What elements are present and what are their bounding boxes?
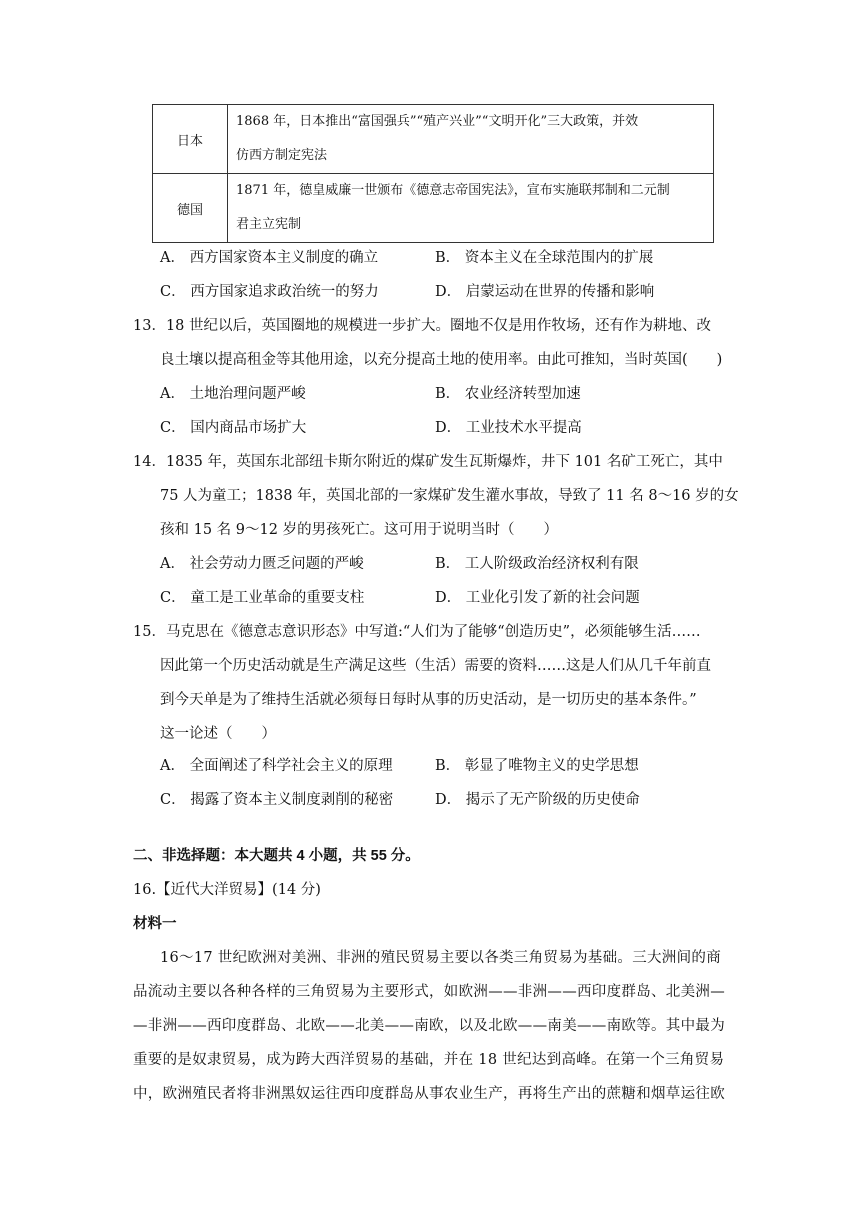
q15-option-b: B． 彰显了唯物主义的史学思想 xyxy=(435,758,639,774)
q14-option-a: A． 社会劳动力匮乏问题的严峻 xyxy=(160,556,364,572)
q12-option-a: A． 西方国家资本主义制度的确立 xyxy=(160,250,379,266)
q15-option-c: C． 揭露了资本主义制度剥削的秘密 xyxy=(160,792,394,808)
q14-stem-line: 75 人为童工；1838 年，英国北部的一家煤矿发生灌水事故，导致了 11 名 8～16 岁的女 xyxy=(160,488,739,504)
q14-option-b: B． 工人阶级政治经济权利有限 xyxy=(435,556,639,572)
q14-stem-line: 14．1835 年，英国东北部纽卡斯尔附近的煤矿发生瓦斯爆炸，井下 101 名矿工死亡，其中 xyxy=(133,454,723,470)
table-cell-text xyxy=(228,105,714,174)
q15-stem-line: 这一论述（ ） xyxy=(160,726,276,742)
material-label: 材料一 xyxy=(133,916,177,932)
material-line: 16～17 世纪欧洲对美洲、非洲的殖民贸易主要以各类三角贸易为基础。三大洲间的商 xyxy=(160,950,722,966)
q13-stem-line: 良土壤以提高租金等其他用途，以充分提高土地的使用率。由此可推知，当时英国( ) xyxy=(160,352,723,368)
q12-option-d: D． 启蒙运动在世界的传播和影响 xyxy=(435,284,655,300)
q14-stem-line: 孩和 15 名 9～12 岁的男孩死亡。这可用于说明当时（ ） xyxy=(160,522,559,538)
table-text-line: 1868 年，日本推出“富国强兵”“殖产兴业”“文明开化”三大政策，并效 xyxy=(236,114,639,129)
table-text-line: 仿西方制定宪法 xyxy=(236,148,328,163)
table-cell-country: 德国 xyxy=(153,174,228,243)
q12-option-b: B． 资本主义在全球范围内的扩展 xyxy=(435,250,654,266)
material-line: 重要的是奴隶贸易，成为跨大西洋贸易的基础，并在 18 世纪达到高峰。在第一个三角贸易 xyxy=(133,1052,725,1068)
material-line: —非洲——西印度群岛、北欧——北美——南欧，以及北欧——南美——南欧等。其中最为 xyxy=(133,1018,725,1034)
q15-option-d: D． 揭示了无产阶级的历史使命 xyxy=(435,792,640,808)
q15-stem-line: 到今天单是为了维持生活就必须每日每时从事的历史活动，是一切历史的基本条件。” xyxy=(160,692,697,708)
material-line: 品流动主要以各种各样的三角贸易为主要形式，如欧洲——非洲——西印度群岛、北美洲— xyxy=(133,984,725,1000)
q14-option-c: C． 童工是工业革命的重要支柱 xyxy=(160,590,365,606)
q15-option-a: A． 全面阐述了科学社会主义的原理 xyxy=(160,758,393,774)
table-row xyxy=(153,105,714,174)
q13-option-c: C． 国内商品市场扩大 xyxy=(160,420,307,436)
table-text-line: 1871 年，德皇威廉一世颁布《德意志帝国宪法》，宣布实施联邦制和二元制 xyxy=(236,183,670,198)
q13-option-b: B． 农业经济转型加速 xyxy=(435,386,581,402)
table-cell-country: 日本 xyxy=(153,105,228,174)
table-cell-text xyxy=(228,174,714,243)
q15-stem-line: 因此第一个历史活动就是生产满足这些（生活）需要的资料……这是人们从几千年前直 xyxy=(160,658,711,674)
q14-option-d: D． 工业化引发了新的社会问题 xyxy=(435,590,640,606)
q13-stem-line: 13．18 世纪以后，英国圈地的规模进一步扩大。圈地不仅是用作牧场，还有作为耕地、改 xyxy=(133,318,712,334)
q13-option-a: A． 土地治理问题严峻 xyxy=(160,386,306,402)
q13-option-d: D． 工业技术水平提高 xyxy=(435,420,582,436)
q16-title: 16.【近代大洋贸易】(14 分) xyxy=(133,882,321,898)
table-text-line: 君主立宪制 xyxy=(236,217,302,232)
q12-option-c: C． 西方国家追求政治统一的努力 xyxy=(160,284,379,300)
q15-stem-line: 15．马克思在《德意志意识形态》中写道:“人们为了能够“创造历史”，必须能够生活…… xyxy=(133,624,701,640)
material-line: 中，欧洲殖民者将非洲黑奴运往西印度群岛从事农业生产，再将生产出的蔗糖和烟草运往欧 xyxy=(133,1086,725,1102)
table-row xyxy=(153,174,714,243)
comparison-table xyxy=(152,104,714,243)
section-heading: 二、非选择题：本大题共 4 小题，共 55 分。 xyxy=(133,848,420,864)
